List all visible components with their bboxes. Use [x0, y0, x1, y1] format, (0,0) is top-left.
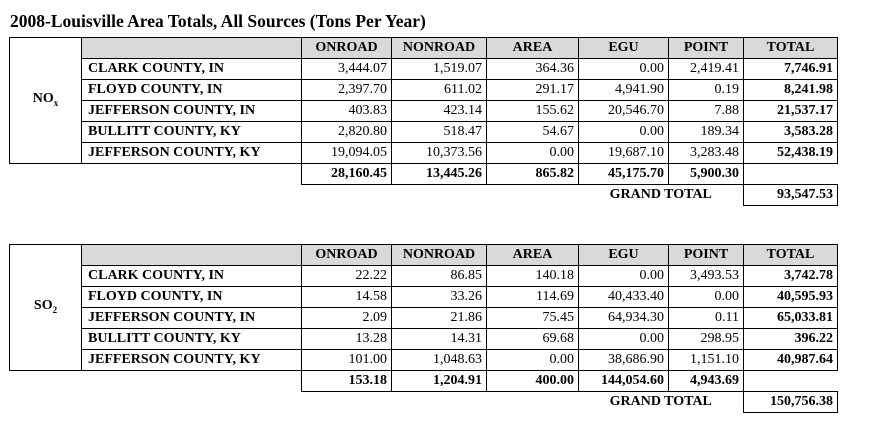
col-header-egu: EGU	[579, 38, 669, 59]
total-onroad: 153.18	[302, 371, 392, 392]
cell-total: 40,987.64	[744, 350, 838, 371]
cell-egu: 0.00	[579, 329, 669, 350]
table-row	[10, 101, 838, 122]
county-name: CLARK COUNTY, IN	[82, 266, 302, 287]
col-header-onroad: ONROAD	[302, 245, 392, 266]
cell-area: 69.68	[487, 329, 579, 350]
county-name: BULLITT COUNTY, KY	[82, 329, 302, 350]
total-nonroad: 13,445.26	[392, 164, 487, 185]
cell-area: 54.67	[487, 122, 579, 143]
col-header-point: POINT	[669, 38, 744, 59]
col-header-nonroad: NONROAD	[392, 245, 487, 266]
total-egu: 45,175.70	[579, 164, 669, 185]
table-row	[10, 350, 838, 371]
cell-total: 3,583.28	[744, 122, 838, 143]
total-onroad: 28,160.45	[302, 164, 392, 185]
cell-onroad: 2,820.80	[302, 122, 392, 143]
cell-nonroad: 1,048.63	[392, 350, 487, 371]
so2-emissions-table	[9, 244, 838, 413]
cell-onroad: 13.28	[302, 329, 392, 350]
cell-point: 3,283.48	[669, 143, 744, 164]
cell-point: 7.88	[669, 101, 744, 122]
cell-onroad: 3,444.07	[302, 59, 392, 80]
cell-egu: 20,546.70	[579, 101, 669, 122]
col-header-area: AREA	[487, 38, 579, 59]
cell-onroad: 19,094.05	[302, 143, 392, 164]
cell-area: 0.00	[487, 350, 579, 371]
grand-total-label: GRAND TOTAL	[609, 394, 712, 410]
total-nonroad: 1,204.91	[392, 371, 487, 392]
county-header	[82, 38, 302, 59]
cell-egu: 0.00	[579, 59, 669, 80]
cell-egu: 64,934.30	[579, 308, 669, 329]
cell-nonroad: 1,519.07	[392, 59, 487, 80]
pollutant-subscript: 2	[52, 304, 58, 315]
col-header-total: TOTAL	[744, 38, 838, 59]
county-name: JEFFERSON COUNTY, KY	[82, 350, 302, 371]
cell-area: 364.36	[487, 59, 579, 80]
county-name: BULLITT COUNTY, KY	[82, 122, 302, 143]
cell-total: 3,742.78	[744, 266, 838, 287]
table-row	[10, 329, 838, 350]
cell-area: 291.17	[487, 80, 579, 101]
cell-onroad: 14.58	[302, 287, 392, 308]
cell-point: 2,419.41	[669, 59, 744, 80]
county-header	[82, 245, 302, 266]
total-egu: 144,054.60	[579, 371, 669, 392]
county-name: FLOYD COUNTY, IN	[82, 287, 302, 308]
table-row	[10, 308, 838, 329]
table-row	[10, 287, 838, 308]
total-point: 4,943.69	[669, 371, 744, 392]
grand-total-value: 150,756.38	[744, 392, 838, 413]
header-row	[10, 245, 838, 266]
pollutant-label	[10, 38, 82, 164]
cell-onroad: 22.22	[302, 266, 392, 287]
table-row	[10, 266, 838, 287]
cell-nonroad: 10,373.56	[392, 143, 487, 164]
table-row	[10, 80, 838, 101]
cell-total: 65,033.81	[744, 308, 838, 329]
pollutant-subscript: x	[53, 97, 59, 108]
county-name: JEFFERSON COUNTY, IN	[82, 308, 302, 329]
col-header-nonroad: NONROAD	[392, 38, 487, 59]
cell-point: 0.11	[669, 308, 744, 329]
county-name: JEFFERSON COUNTY, KY	[82, 143, 302, 164]
cell-egu: 19,687.10	[579, 143, 669, 164]
cell-point: 189.34	[669, 122, 744, 143]
total-area: 400.00	[487, 371, 579, 392]
nox-emissions-table	[9, 37, 838, 206]
cell-total: 8,241.98	[744, 80, 838, 101]
cell-total: 40,595.93	[744, 287, 838, 308]
cell-onroad: 2.09	[302, 308, 392, 329]
cell-egu: 38,686.90	[579, 350, 669, 371]
total-point: 5,900.30	[669, 164, 744, 185]
county-name: JEFFERSON COUNTY, IN	[82, 101, 302, 122]
table-row	[10, 59, 838, 80]
cell-nonroad: 21.86	[392, 308, 487, 329]
col-header-egu: EGU	[579, 245, 669, 266]
column-totals-row	[10, 371, 838, 392]
cell-point: 1,151.10	[669, 350, 744, 371]
column-totals-row	[10, 164, 838, 185]
cell-area: 0.00	[487, 143, 579, 164]
pollutant-name: NO	[32, 90, 54, 106]
cell-nonroad: 423.14	[392, 101, 487, 122]
cell-total: 396.22	[744, 329, 838, 350]
cell-total: 7,746.91	[744, 59, 838, 80]
cell-egu: 0.00	[579, 266, 669, 287]
grand-total-label: GRAND TOTAL	[609, 187, 712, 203]
cell-point: 0.00	[669, 287, 744, 308]
cell-nonroad: 86.85	[392, 266, 487, 287]
pollutant-label	[10, 245, 82, 371]
table-row	[10, 122, 838, 143]
cell-egu: 40,433.40	[579, 287, 669, 308]
col-header-total: TOTAL	[744, 245, 838, 266]
cell-egu: 4,941.90	[579, 80, 669, 101]
county-name: CLARK COUNTY, IN	[82, 59, 302, 80]
header-row	[10, 38, 838, 59]
cell-onroad: 101.00	[302, 350, 392, 371]
pollutant-name: SO	[33, 297, 53, 313]
total-area: 865.82	[487, 164, 579, 185]
grand-total-row	[10, 392, 838, 413]
cell-total: 21,537.17	[744, 101, 838, 122]
cell-nonroad: 33.26	[392, 287, 487, 308]
cell-onroad: 2,397.70	[302, 80, 392, 101]
document-title: 2008-Louisville Area Totals, All Sources (Tons Per Year)	[10, 11, 426, 31]
cell-area: 114.69	[487, 287, 579, 308]
grand-total-row	[10, 185, 838, 206]
col-header-point: POINT	[669, 245, 744, 266]
cell-egu: 0.00	[579, 122, 669, 143]
table-row	[10, 143, 838, 164]
grand-total-value: 93,547.53	[744, 185, 838, 206]
cell-area: 140.18	[487, 266, 579, 287]
cell-point: 3,493.53	[669, 266, 744, 287]
col-header-area: AREA	[487, 245, 579, 266]
cell-nonroad: 518.47	[392, 122, 487, 143]
cell-point: 298.95	[669, 329, 744, 350]
cell-area: 155.62	[487, 101, 579, 122]
cell-point: 0.19	[669, 80, 744, 101]
cell-total: 52,438.19	[744, 143, 838, 164]
cell-nonroad: 14.31	[392, 329, 487, 350]
cell-area: 75.45	[487, 308, 579, 329]
col-header-onroad: ONROAD	[302, 38, 392, 59]
county-name: FLOYD COUNTY, IN	[82, 80, 302, 101]
cell-nonroad: 611.02	[392, 80, 487, 101]
cell-onroad: 403.83	[302, 101, 392, 122]
